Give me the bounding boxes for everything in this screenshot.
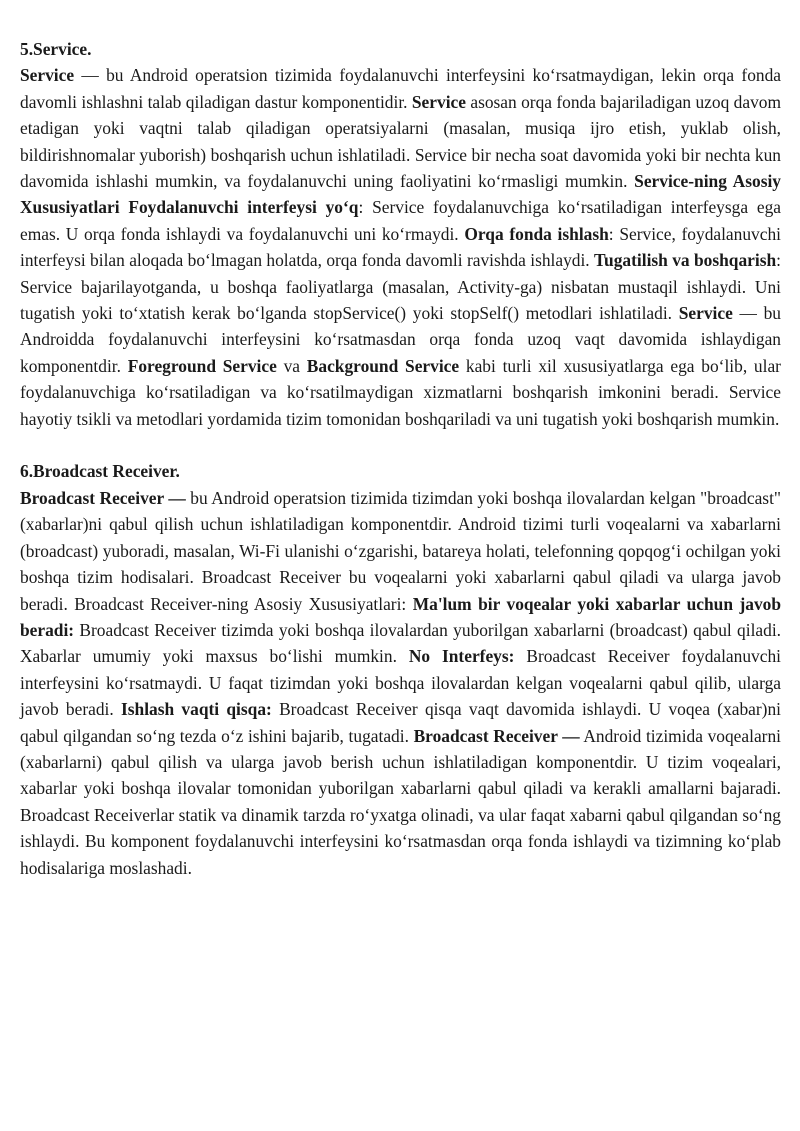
text-run: Android tizimida voqealarni (xabarlarni) qabul qilish va ularga javob berish uchun ishlatiladigan komponentdir. U tizim voqealari, xabarlar yoki boshqa ilovalar tomonidan yuborilgan xabarlarni qabul qiladi va kerakli amallarni bajaradi. Broadcast Receiverlar statik va dinamik tarzda roʻyxatga olinadi, va ular faqat xabarni qabul qilgandan soʻng ishlaydi. Bu komponent foydalanuvchi interfeysini koʻrsatmasdan orqa fonda ishlaydi va tizimning koʻplab hodisalariga moslashadi. bbox=[20, 725, 781, 878]
bold-term: Ishlash vaqti qisqa: bbox=[120, 699, 272, 720]
bold-term: Service bbox=[411, 91, 466, 112]
bold-term: Tugatilish va boshqarish bbox=[594, 250, 777, 271]
text-run: Broadcast Receiver tizimda yoki boshqa ilovalardan yuborilgan xabarlarni (broadcast) qabul qiladi. Xabarlar umumiy yoki maxsus boʻlishi mumkin. bbox=[20, 619, 781, 667]
bold-term: Service-ning Asosiy Xususiyatlari bbox=[20, 171, 781, 218]
bold-term: Service bbox=[678, 303, 733, 324]
text-run: kabi turli xil xususiyatlarga ega boʻlib, ular foydalanuvchiga koʻrsatiladigan va koʻrsatilmaydigan xizmatlarni boshqarish imkonini beradi. Service hayotiy tsikli va metodlari yordamida tizim tomonidan boshqariladi va uni tugatish yoki boshqarish mumkin. bbox=[20, 355, 781, 429]
text-run: va bbox=[276, 355, 307, 376]
text-run: : Service bajarilayotganda, u boshqa faoliyatlarga (masalan, Activity-ga) nisbatan mustaqil ishlaydi. Uni tugatish yoki toʻxtatish kerak boʻlganda stopService() yoki stopSelf() metodlari ishlatiladi. bbox=[20, 250, 781, 324]
text-run: asosan orqa fonda bajariladigan uzoq davom etadigan yoki vaqtni talab qiladigan operatsiyalarni (masalan, musiqa ijro etish, yuklab olish, bildirishnomalar yuborish) boshqarish uchun ishlatiladi. Service bir necha soat davomida yoki bir nechta kun davomida ishlashi mumkin, va foydalanuvchi uning faoliyatini koʻrmasligi mumkin. bbox=[20, 91, 781, 192]
bold-term: Service bbox=[20, 65, 75, 86]
bold-term: Ma'lum bir voqealar yoki xabarlar uchun javob beradi: bbox=[20, 593, 782, 640]
text-run: — bu Android operatsion tizimida foydalanuvchi interfeysini koʻrsatmaydigan, lekin orqa fonda davomli ishlashni talab qiladigan dastur komponentidir. bbox=[20, 65, 781, 112]
section-title-broadcast-receiver: 6.Broadcast Receiver. bbox=[20, 461, 180, 482]
text-run: bu Android operatsion tizimida tizimdan yoki boshqa ilovalardan kelgan "broadcast" (xabarlar)ni qabul qilish uchun ishlatiladigan komponentdir. Android tizimi turli voqealarni va xabarlarni (broadcast) yuboradi, masalan, Wi-Fi ulanishi oʻzgarishi, batareya holati, telefonning qopqogʻi ochilgan yoki boshqa tizim hodisalari. Broadcast Receiver bu voqealarni yoki xabarlarni qabul qiladi va ularga javob beradi. Broadcast Receiver-ning Asosiy Xususiyatlari: bbox=[20, 487, 781, 614]
text-run: : Service, foydalanuvchi interfeysi bilan aloqada boʻlmagan holatda, orqa fonda davomli ravishda ishlaydi. bbox=[20, 223, 781, 271]
bold-term: Broadcast Receiver — bbox=[20, 487, 186, 508]
text-run: — bu Androidda foydalanuvchi interfeysini koʻrsatmasdan orqa fonda uzoq vaqt davomida ishlaydigan komponentdir. bbox=[20, 303, 781, 376]
bold-term: No Interfeys: bbox=[408, 646, 515, 667]
bold-term: Background Service bbox=[306, 355, 460, 376]
text-run: Broadcast Receiver qisqa vaqt davomida ishlaydi. U voqea (xabar)ni qabul qilgandan soʻng tezda oʻz ishini bajarib, tugatadi. bbox=[20, 699, 782, 746]
section-title-service: 5.Service. bbox=[20, 39, 92, 59]
service-paragraph bbox=[20, 62, 781, 432]
section-gap bbox=[20, 432, 781, 458]
bold-term: Broadcast Receiver — bbox=[413, 725, 580, 746]
text-run bbox=[120, 197, 129, 217]
broadcast-receiver-paragraph bbox=[20, 485, 781, 881]
bold-term: Foydalanuvchi interfeysi yoʻq bbox=[128, 197, 359, 218]
text-run: : Service foydalanuvchiga koʻrsatiladigan interfeysga ega emas. U orqa fonda ishlaydi va foydalanuvchi uni koʻrmaydi. bbox=[20, 197, 781, 244]
bold-term: Orqa fonda ishlash bbox=[464, 223, 609, 244]
bold-term: Foreground Service bbox=[127, 355, 277, 376]
text-run: Broadcast Receiver foydalanuvchi interfeysini koʻrsatmaydi. U faqat tizimdan yoki boshqa ilovalardan kelgan voqealarni qabul qilib, ularga javob beradi. bbox=[20, 646, 781, 720]
